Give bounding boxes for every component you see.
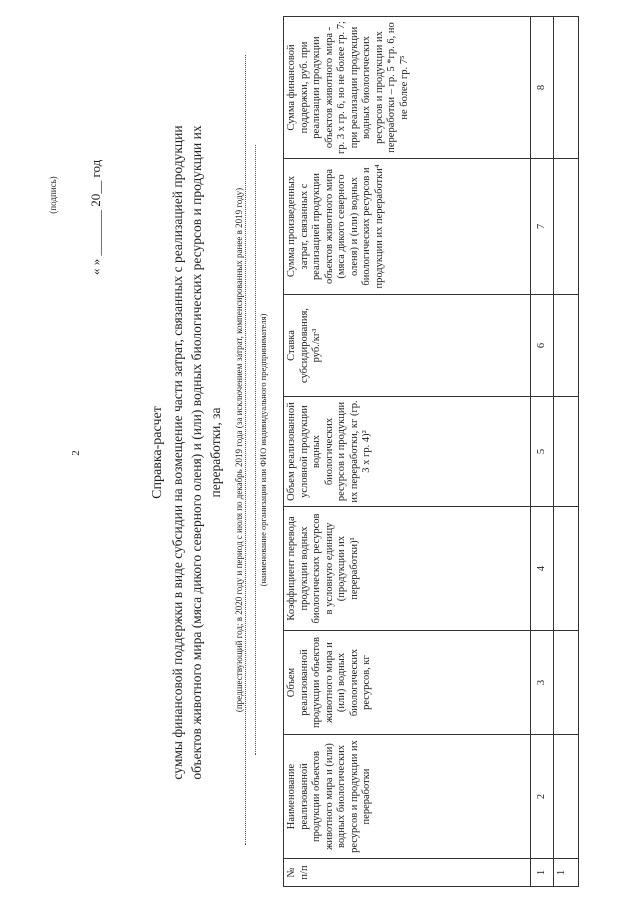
column-number-row <box>531 17 554 887</box>
table-header-row <box>284 17 531 887</box>
table-header-cell: Наименование реализованной продукции объектов животного мира и (или) водных биологических ресурсов и продукции их переработки <box>284 735 531 859</box>
signature-area <box>48 105 58 285</box>
document-title: Справка-расчет <box>150 406 165 499</box>
table-header-cell: № п/п <box>284 859 531 887</box>
table-header-cell: Объем реализованной условной продукции водных биологических ресурсов и продукции их переработки, кг (гр. 3 х гр. 4)² <box>284 397 531 507</box>
table-cell <box>554 159 579 295</box>
column-number-cell: 8 <box>531 17 554 159</box>
table-header-cell: Ставка субсидирования, руб./кг³ <box>284 295 531 397</box>
column-number-cell: 4 <box>531 507 554 631</box>
document-heading <box>148 40 225 865</box>
page-number: 2 <box>70 450 82 456</box>
column-number-cell: 5 <box>531 397 554 507</box>
table-header-cell: Коэффициент перевода продукции водных биологических ресурсов в условную единицу (продукции их переработки)¹ <box>284 507 531 631</box>
table-row <box>554 17 579 887</box>
column-number-cell: 1 <box>531 859 554 887</box>
table-cell <box>554 507 579 631</box>
signature-caption: (подпись) <box>48 176 58 214</box>
calculation-table <box>283 16 579 887</box>
table-cell: 1 <box>554 859 579 887</box>
table-header-cell: Сумма финансовой поддержки, руб. при реализации продукции объектов животного мира - гр. 3 х гр. 6, но не более гр. 7; при реализации продукции водных биологических ресурсов и продукции их переработки – гр. 5 *гр. 6, но не более гр. 7⁵ <box>284 17 531 159</box>
period-note: (предшествующий год; в 2020 году и период с июля по декабрь 2019 года (за исключением затрат, компенсированных ранее в 2019 году) <box>234 55 246 845</box>
column-number-cell: 3 <box>531 631 554 735</box>
date-line: « » _______ 20__ год <box>88 159 103 275</box>
column-number-cell: 6 <box>531 295 554 397</box>
table-cell <box>554 17 579 159</box>
column-number-cell: 7 <box>531 159 554 295</box>
table-header-cell: Объем реализованной продукции объектов животного мира и (или) водных биологических ресурсов, кг <box>284 631 531 735</box>
organization-note: (наименование организации или ФИО индивидуального предпринимателя) <box>255 145 268 755</box>
table-cell <box>554 735 579 859</box>
table-cell <box>554 631 579 735</box>
table-header-cell: Сумма произведенных затрат, связанных с реализацией продукции объектов животного мира (мяса дикого северного оленя) и (или) водных биологических ресурсов и продукции их переработки⁴ <box>284 159 531 295</box>
table-cell <box>554 295 579 397</box>
document-subtitle: суммы финансовой поддержки в виде субсидии на возмещение части затрат, связанных с реализацией продукции объектов животного мира (мяса дикого северного оленя) и (или) водных биологических ресурсов и продукции их переработки, за <box>170 125 223 780</box>
table-cell <box>554 397 579 507</box>
column-number-cell: 2 <box>531 735 554 859</box>
